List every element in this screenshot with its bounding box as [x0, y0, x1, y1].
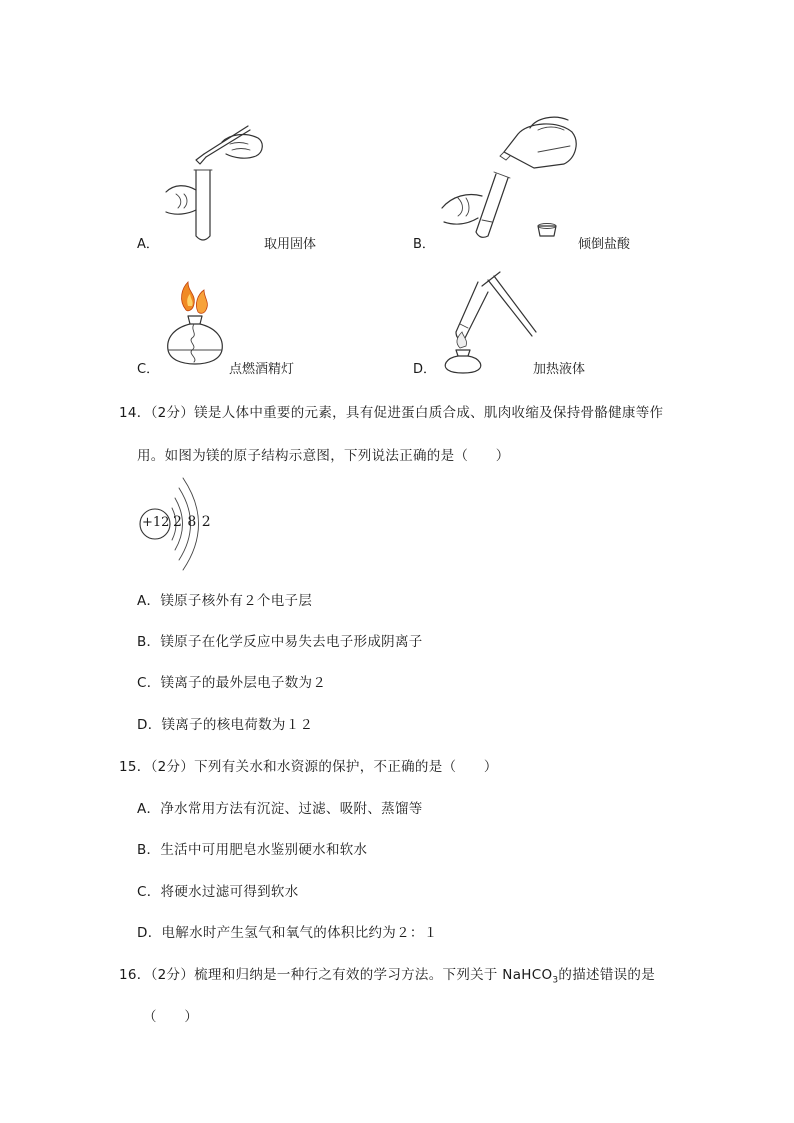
- figure-d-illustration: [442, 270, 542, 375]
- figure-d-caption: 加热液体: [533, 362, 586, 377]
- q15-option-b[interactable]: B．生活中可用肥皂水鉴别硬水和软水: [137, 842, 368, 858]
- figure-a-caption: 取用固体: [264, 237, 317, 252]
- q16-stem-prefix: 16．（2分）梳理和归纳是一种行之有效的学习方法。下列关于 NaHCO: [119, 967, 553, 983]
- mg-nucleus-label: +12: [142, 515, 170, 530]
- q14-option-d[interactable]: D．镁离子的核电荷数为１２: [137, 717, 314, 733]
- figure-d-letter: D．: [413, 362, 437, 377]
- figure-b-letter: B．: [413, 237, 435, 252]
- q14-stem-line2: 用。如图为镁的原子结构示意图，下列说法正确的是（ ）: [137, 448, 510, 464]
- q16-subscript: 3: [552, 975, 559, 986]
- q15-stem: 15．（2分）下列有关水和水资源的保护，不正确的是（ ）: [119, 759, 498, 775]
- q14-option-b[interactable]: B．镁原子在化学反应中易失去电子形成阴离子: [137, 634, 423, 650]
- figure-c-illustration: [160, 280, 230, 370]
- q15-option-d[interactable]: D．电解水时产生氢气和氧气的体积比约为２：１: [137, 925, 438, 941]
- q15-option-a[interactable]: A．净水常用方法有沉淀、过滤、吸附、蒸馏等: [137, 801, 423, 817]
- q15-option-c[interactable]: C．将硬水过滤可得到软水: [137, 884, 299, 900]
- figure-b-illustration: [438, 112, 588, 247]
- figure-a-illustration: [160, 120, 270, 245]
- q14-option-a[interactable]: A．镁原子核外有２个电子层: [137, 593, 313, 609]
- figure-c-letter: C．: [137, 362, 160, 377]
- q14-stem-line1: 14．（2分）镁是人体中重要的元素，具有促进蛋白质合成、肌肉收缩及保持骨骼健康等作: [119, 405, 664, 421]
- figure-a-letter: A．: [137, 237, 159, 252]
- q16-stem-suffix: 的描述错误的是: [558, 967, 656, 983]
- mg-shell-electrons: 2 8 2: [173, 514, 211, 530]
- q16-answer-paren: （ ）: [143, 1009, 199, 1025]
- q14-option-c[interactable]: C．镁离子的最外层电子数为２: [137, 675, 327, 691]
- figure-b-caption: 倾倒盐酸: [578, 237, 631, 252]
- figure-c-caption: 点燃酒精灯: [229, 362, 295, 377]
- q16-stem: [119, 963, 655, 986]
